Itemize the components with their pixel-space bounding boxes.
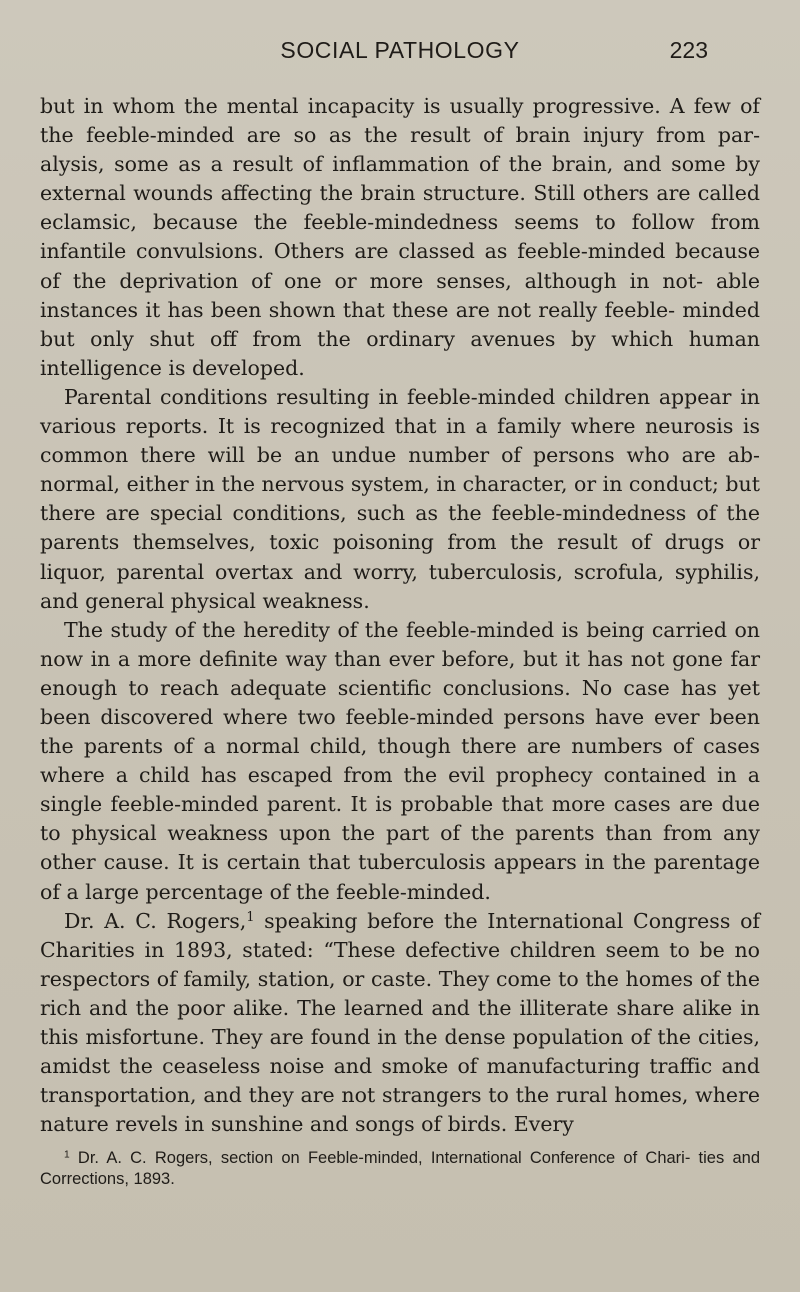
footnote [40,1148,760,1190]
body-text [40,92,760,1139]
paragraph-1: but in whom the mental incapacity is usually progressive. A few of the feeble-minded are so as the result of brain injury from par- alysis, some as a result of inflammation of the brain, and some by external wounds affecting the brain structure. Still others are called eclamsic, because the feeble-mindedness seems to follow from infantile convulsions. Others are classed as feeble-minded because of the deprivation of one or more senses, although in not- able instances it has been shown that these are not really feeble- minded but only shut off from the ordinary avenues by which human intelligence is developed. [40,94,760,380]
paragraph-4 [40,907,760,1140]
running-head: SOCIAL PATHOLOGY [280,37,520,63]
page-header [0,32,800,68]
footnote-reference: 1 [246,908,255,924]
rogers-quote-text: speaking before the International Congress of Charities in 1893, stated: “These defective children seem to be no respectors of family, station, or caste. They come to the homes of the rich and the poor alike. The learned and the illiterate share alike in this misfortune. They are found in the dense population of the cities, amidst the ceaseless noise and smoke of manufacturing traffic and transportation, and they are not strangers to the rural homes, where nature revels in sunshine and songs of birds. Every [40,908,760,1137]
paragraph-3: The study of the heredity of the feeble-minded is being carried on now in a more definite way than ever before, but it has not gone far enough to reach adequate scientific conclusions. No case has yet been discovered where two feeble-minded persons have ever been the parents of a normal child, though there are numbers of cases where a child has escaped from the evil prophecy contained in a single feeble-minded parent. It is probable that more cases are due to physical weakness upon the part of the parents than from any other cause. It is certain that tuberculosis appears in the parentage of a large percentage of the feeble-minded. [40,617,760,904]
footnote-marker: 1 [64,1149,70,1161]
footnote-text: Dr. A. C. Rogers, section on Feeble-minded, International Conference of Chari- ties and Corrections, 1893. [40,1149,760,1188]
rogers-citation-text: Dr. A. C. Rogers, [64,908,247,933]
page-number: 223 [669,37,708,63]
paragraph-2: Parental conditions resulting in feeble-minded children appear in various reports. It is recognized that in a family where neurosis is common there will be an undue number of persons who are ab- normal, either in the nervous system, in character, or in conduct; but there are special conditions, such as the feeble-mindedness of the parents themselves, toxic poisoning from the result of drugs or liquor, parental overtax and worry, tuberculosis, scrofula, syphilis, and general physical weakness. [40,384,760,613]
